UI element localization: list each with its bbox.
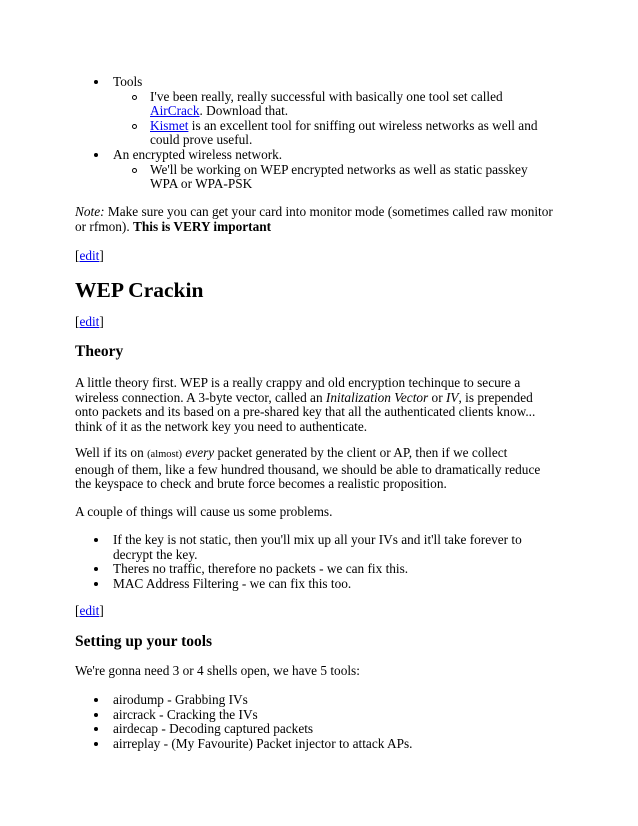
tools-sublist bbox=[150, 90, 553, 148]
theory-p2-a: Well if its on bbox=[75, 445, 148, 460]
theory-paragraph-2 bbox=[75, 446, 545, 492]
sub-item-aircrack bbox=[150, 90, 553, 119]
note-bold: This is VERY important bbox=[132, 218, 272, 234]
problems-list bbox=[113, 533, 559, 591]
tool-item: airreplay - (My Favourite) Packet injector to attack APs. bbox=[113, 737, 553, 752]
note-label: Note: bbox=[75, 204, 105, 219]
theory-p1-b: or bbox=[428, 389, 446, 405]
setup-intro: We're gonna need 3 or 4 shells open, we have 5 tools: bbox=[75, 663, 360, 678]
edit-section-2: [edit] bbox=[75, 314, 104, 329]
network-sublist bbox=[150, 163, 553, 192]
sub-item-wep-wpa bbox=[150, 163, 553, 192]
theory-p2-small: (almost) bbox=[147, 449, 183, 460]
edit-section-1: [edit] bbox=[75, 248, 104, 263]
sub-item-kismet bbox=[150, 119, 553, 148]
theory-p1-a: A little theory first. WEP is a really crappy and old encryption techinque to secure a wireless connection. A 3-byte vector, called an bbox=[75, 375, 521, 405]
network-sub-text: We'll be working on WEP encrypted networks as well as static passkey WPA or WPA-PSK bbox=[150, 161, 528, 192]
list-item-network bbox=[113, 148, 553, 192]
tool-item: airdecap - Decoding captured packets bbox=[113, 722, 553, 737]
aircrack-link[interactable]: AirCrack bbox=[150, 103, 200, 119]
theory-p1-italic-2: IV bbox=[445, 389, 459, 405]
edit-link-2[interactable]: edit bbox=[79, 314, 100, 329]
tools-label: Tools bbox=[113, 74, 143, 89]
theory-p2-italic: every bbox=[185, 445, 215, 460]
setup-heading: Setting up your tools bbox=[75, 633, 213, 650]
theory-paragraph-3: A couple of things will cause us some problems. bbox=[75, 504, 333, 519]
theory-p1-c: , is prepended onto packets and its based on a pre-shared key that all the authenticated clients know... think of it as the network key you need to authenticate. bbox=[75, 389, 536, 434]
note-text: Make sure you can get your card into monitor mode (sometimes called raw monitor or rfmon). bbox=[75, 204, 553, 234]
aircrack-tail: . Download that. bbox=[199, 103, 289, 119]
problem-item: MAC Address Filtering - we can fix this too. bbox=[113, 577, 559, 592]
edit-link-3[interactable]: edit bbox=[79, 603, 100, 618]
network-label: An encrypted wireless network. bbox=[113, 146, 283, 162]
edit-section-3: [edit] bbox=[75, 603, 104, 618]
kismet-link[interactable]: Kismet bbox=[150, 117, 189, 133]
note-paragraph bbox=[75, 205, 555, 234]
list-item-tools bbox=[113, 75, 553, 148]
theory-heading: Theory bbox=[75, 343, 124, 360]
problem-item: Theres no traffic, therefore no packets - we can fix this. bbox=[113, 562, 559, 577]
theory-paragraph-1 bbox=[75, 376, 559, 434]
requirements-list bbox=[113, 75, 553, 192]
tools-list bbox=[113, 693, 553, 751]
theory-p2-b: packet generated by the client or AP, then if we collect enough of them, like a few hundred thousand, we should be able to dramatically reduce the keyspace to check and brute force becomes a realistic proposition. bbox=[75, 445, 541, 492]
tool-item: aircrack - Cracking the IVs bbox=[113, 708, 553, 723]
aircrack-text: I've been really, really successful with basically one tool set called bbox=[150, 88, 503, 104]
problem-item: If the key is not static, then you'll mix up all your IVs and it'll take forever to decrypt the key. bbox=[113, 533, 559, 562]
tool-item: airodump - Grabbing IVs bbox=[113, 693, 553, 708]
edit-link-1[interactable]: edit bbox=[79, 248, 100, 263]
wep-crackin-heading: WEP Crackin bbox=[75, 278, 204, 302]
theory-p1-italic-1: Initalization Vector bbox=[325, 389, 429, 405]
kismet-tail: is an excellent tool for sniffing out wireless networks as well and could prove useful. bbox=[150, 117, 538, 148]
